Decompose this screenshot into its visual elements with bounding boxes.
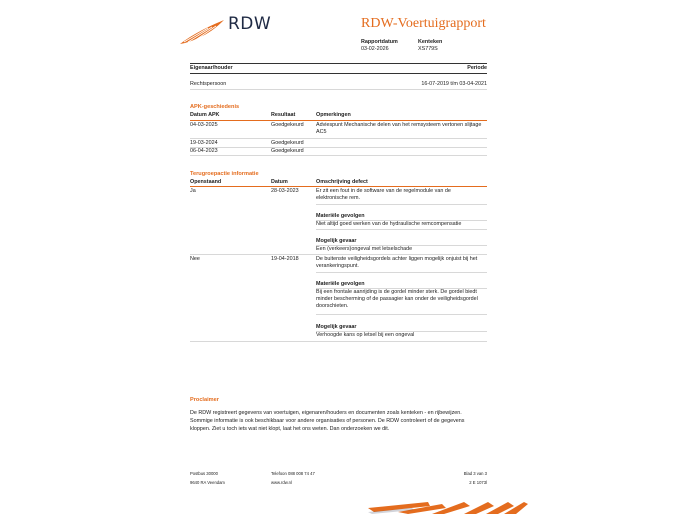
apk-row-result: Goedgekeurd <box>271 148 304 154</box>
report-date-value: 03-02-2026 <box>361 46 389 52</box>
recall-row-date: 19-04-2018 <box>271 256 299 262</box>
recall-material-label: Materiële gevolgen <box>316 281 365 287</box>
disclaimer-title: Proclaimer <box>190 397 219 403</box>
recall-material-text: Bij een frontale aanrijding is de gordel minder sterk. De gordel biedt minder bescherming of de passagier kan onder de veiligheidsgordel doorschieten. <box>316 289 478 309</box>
recall-row-desc: De buitenste veiligheidsgordels achter liggen mogelijk onjuist bij het verankeringspunt. <box>316 256 478 269</box>
rdw-logo-wing <box>178 18 226 46</box>
divider <box>190 73 487 74</box>
divider <box>190 254 487 255</box>
divider <box>316 314 487 315</box>
recall-row-open: Nee <box>190 256 200 262</box>
brand-name: RDW <box>228 14 272 34</box>
apk-row-date: 06-04-2023 <box>190 148 218 154</box>
plate-value: XS779S <box>418 46 438 52</box>
divider <box>316 229 487 230</box>
recall-risk-text: Een (verkeers)ongeval met letselschade <box>316 246 413 252</box>
divider <box>190 341 487 342</box>
divider <box>190 147 487 148</box>
divider <box>190 138 487 139</box>
footer-page-number: Blad 3 van 3 <box>463 471 487 476</box>
apk-row-result: Goedgekeurd <box>271 122 304 128</box>
apk-col-remarks: Opmerkingen <box>316 112 351 118</box>
recall-col-desc: Omschrijving defect <box>316 179 368 185</box>
divider <box>316 204 487 205</box>
footer-website: www.rdw.nl <box>271 480 292 485</box>
apk-col-result: Resultaat <box>271 112 296 118</box>
period-header-label: Periode <box>467 65 487 71</box>
plate-label: Kenteken <box>418 39 443 45</box>
recall-col-date: Datum <box>271 179 288 185</box>
recall-row-desc: Er zit een fout in de software van de regelmodule van de elektronische rem. <box>316 188 451 201</box>
owner-header-label: Eigenaar/houder <box>190 65 233 71</box>
divider <box>190 155 487 156</box>
recall-section-title: Terugroepactie informatie <box>190 171 259 177</box>
divider <box>190 186 487 187</box>
recall-risk-label: Mogelijk gevaar <box>316 324 357 330</box>
document-title: RDW-Voertuigrapport <box>361 16 486 31</box>
footer-phone: Telefoon 088 008 74 47 <box>271 471 315 476</box>
footer-code: 2 E 1073l <box>469 480 487 485</box>
footer-po-box: Postbus 30000 <box>190 471 218 476</box>
apk-row-result: Goedgekeurd <box>271 140 304 146</box>
disclaimer-text: De RDW registreert gegevens van voertuigen, eigenaren/houders en documenten zoals kenteken - en rijbewijzen. Sommige informatie is ook beschikbaar voor andere organisaties of personen. De RDW controleert of de gegevens kloppen. Ziet u toch iets wat niet klopt, laat het ons weten. Dan onderzoeken we dit. <box>190 410 465 433</box>
owner-period: 16-07-2019 t/m 03-04-2021 <box>421 81 487 87</box>
apk-row-date: 04-03-2025 <box>190 122 218 128</box>
apk-row-remark: Adviespunt Mechanische delen van het remsysteem vertonen slijtage AC5 <box>316 122 482 135</box>
apk-col-date: Datum APK <box>190 112 220 118</box>
recall-row-open: Ja <box>190 188 196 194</box>
rdw-stripes-graphic <box>368 498 528 514</box>
recall-row-date: 28-03-2023 <box>271 188 299 194</box>
owner-type: Rechtspersoon <box>190 81 227 87</box>
footer-city: 9640 RA Veendam <box>190 480 225 485</box>
divider <box>190 120 487 121</box>
report-date-label: Rapportdatum <box>361 39 398 45</box>
divider <box>316 272 487 273</box>
apk-section-title: APK-geschiedenis <box>190 104 240 110</box>
recall-material-text: Niet altijd goed werken van de hydraulische remcompensatie <box>316 221 462 227</box>
divider <box>190 63 487 64</box>
apk-row-date: 19-03-2024 <box>190 140 218 146</box>
recall-risk-text: Verhoogde kans op letsel bij een ongeval <box>316 332 415 338</box>
divider <box>190 89 487 90</box>
recall-col-open: Openstaand <box>190 179 222 185</box>
recall-risk-label: Mogelijk gevaar <box>316 238 357 244</box>
recall-material-label: Materiële gevolgen <box>316 213 365 219</box>
